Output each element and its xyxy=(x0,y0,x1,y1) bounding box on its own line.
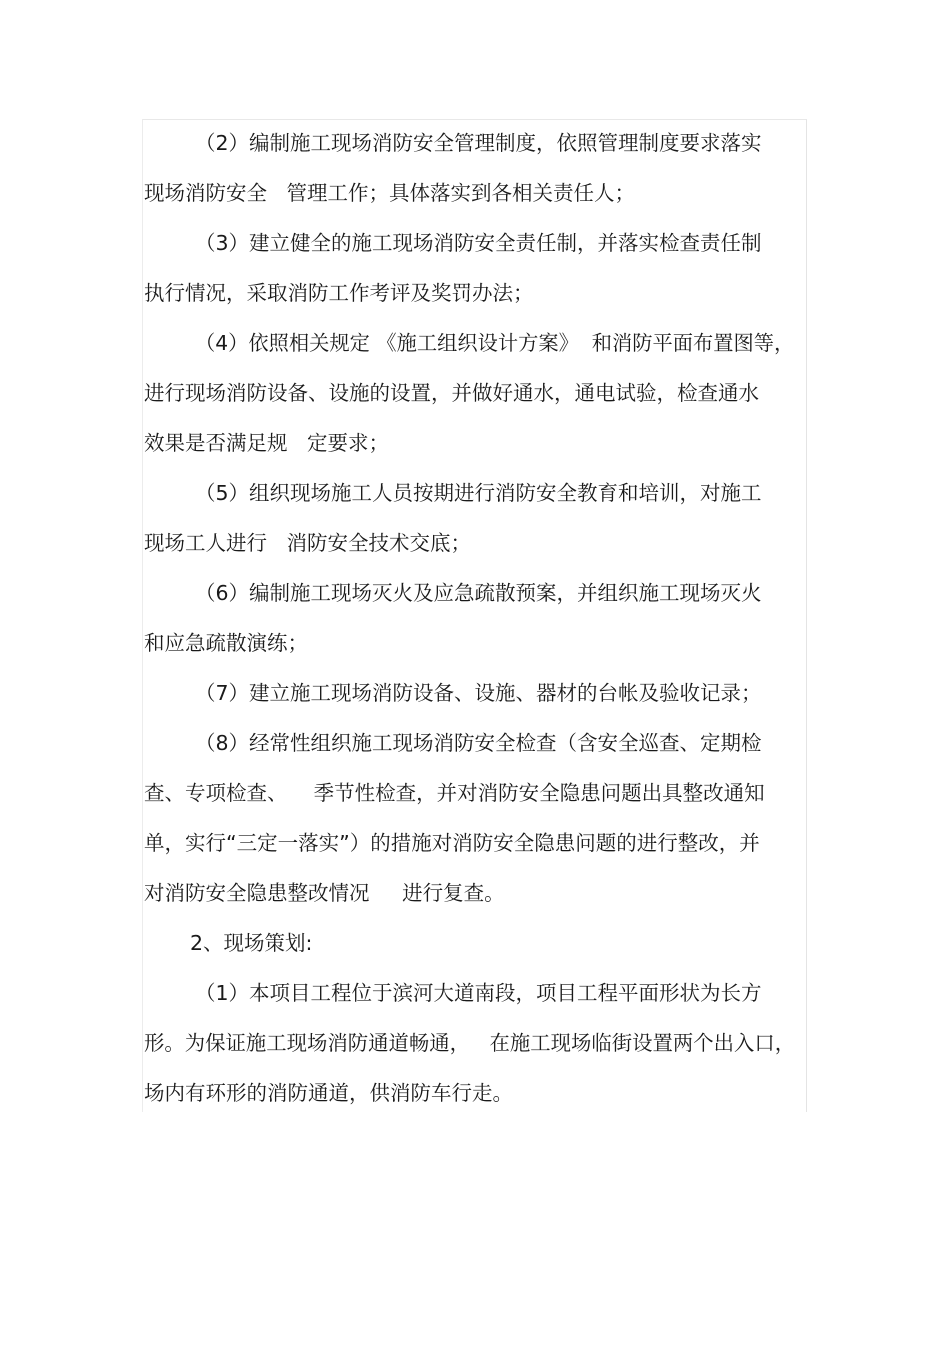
text-line: 效果是否满足规 定要求； xyxy=(144,431,390,455)
text-line: 对消防安全隐患整改情况 进行复查。 xyxy=(144,881,505,905)
text-line: 单，实行“三定一落实”）的措施对消防安全隐患问题的进行整改，并 xyxy=(144,831,760,855)
text-line: （4）依照相关规定 《施工组织设计方案》 和消防平面布置图等， xyxy=(195,331,795,355)
text-line: （2）编制施工现场消防安全管理制度，依照管理制度要求落实 xyxy=(195,131,762,155)
text-line: 执行情况，采取消防工作考评及奖罚办法； xyxy=(144,281,534,305)
text-line: 场内有环形的消防通道，供消防车行走。 xyxy=(144,1081,513,1105)
text-line: （3）建立健全的施工现场消防安全责任制，并落实检查责任制 xyxy=(195,231,762,255)
text-line: 现场工人进行 消防安全技术交底； xyxy=(144,531,472,555)
text-line: （8）经常性组织施工现场消防安全检查（含安全巡查、定期检 xyxy=(195,731,762,755)
page-frame xyxy=(142,119,807,1112)
text-line: 和应急疏散演练； xyxy=(144,631,308,655)
text-line: 现场消防安全 管理工作；具体落实到各相关责任人； xyxy=(144,181,636,205)
text-line: （7）建立施工现场消防设备、设施、器材的台帐及验收记录； xyxy=(195,681,762,705)
text-line: （6）编制施工现场灭火及应急疏散预案，并组织施工现场灭火 xyxy=(195,581,762,605)
text-line: （5）组织现场施工人员按期进行消防安全教育和培训，对施工 xyxy=(195,481,762,505)
text-line: 查、专项检查、 季节性检查，并对消防安全隐患问题出具整改通知 xyxy=(144,781,765,805)
section-heading: 2、现场策划: xyxy=(190,931,313,955)
text-line: （1）本项目工程位于滨河大道南段，项目工程平面形状为长方 xyxy=(195,981,762,1005)
text-line: 形。为保证施工现场消防通道畅通， 在施工现场临街设置两个出入口， xyxy=(144,1031,796,1055)
text-line: 进行现场消防设备、设施的设置，并做好通水，通电试验，检查通水 xyxy=(144,381,759,405)
